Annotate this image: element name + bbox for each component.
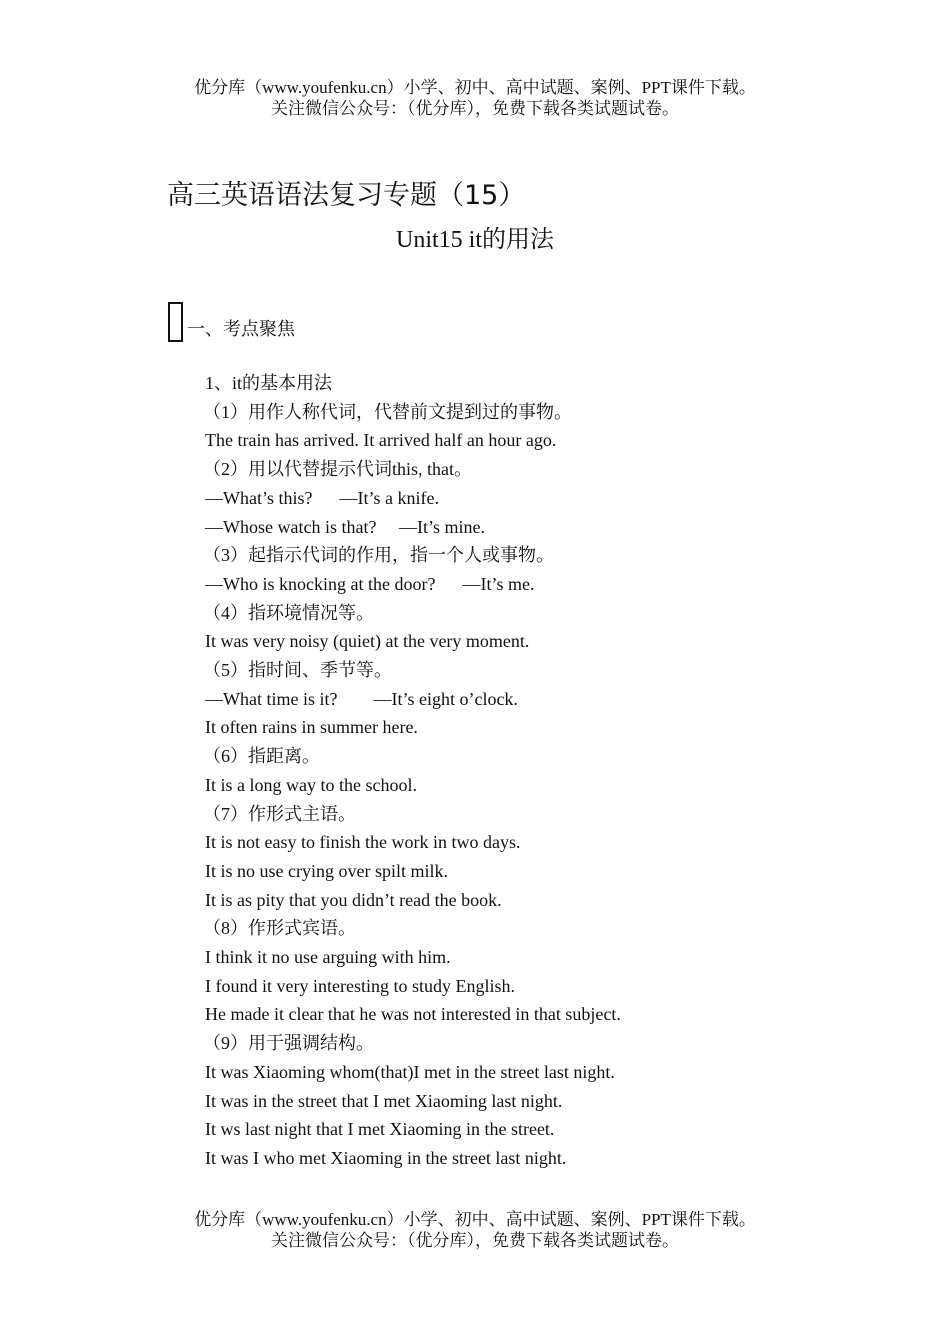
content-line: It is not easy to finish the work in two days. [205,832,521,853]
content-line: （3）起指示代词的作用，指一个人或事物。 [203,545,554,566]
header-line-1: 优分库（www.youfenku.cn）小学、初中、高中试题、案例、PPT课件下载。 [194,78,756,97]
content-body [205,369,905,1173]
content-line: The train has arrived. It arrived half an hour ago. [205,430,557,451]
content-line: It was I who met Xiaoming in the street last night. [205,1147,567,1168]
content-line: It was in the street that I met Xiaoming last night. [205,1090,563,1111]
content-line: It was very noisy (quiet) at the very moment. [205,631,530,652]
content-line: —Who is knocking at the door? —It’s me. [205,573,535,594]
content-line: —What’s this? —It’s a knife. [205,487,439,508]
content-line: It is as pity that you didn’t read the book. [205,889,502,910]
document-title: 高三英语语法复习专题（15） [167,180,526,211]
content-line: （2）用以代替提示代词this, that。 [203,459,472,480]
content-line: He made it clear that he was not interested in that subject. [205,1004,621,1025]
content-line: （4）指环境情况等。 [203,602,374,623]
footer-line-2: 关注微信公众号：（优分库），免费下载各类试题试卷。 [271,1231,679,1250]
page-header [0,77,950,119]
header-line-2: 关注微信公众号：（优分库），免费下载各类试题试卷。 [271,99,679,118]
content-line: It was Xiaoming whom(that)I met in the street last night. [205,1061,615,1082]
document-subtitle: Unit15 it的用法 [395,227,554,253]
content-line: —What time is it? —It’s eight o’clock. [205,688,518,709]
content-line: It often rains in summer here. [205,717,418,738]
content-line: 1、it的基本用法 [205,373,333,393]
section-marker-box [168,302,183,342]
footer-line-1: 优分库（www.youfenku.cn）小学、初中、高中试题、案例、PPT课件下载。 [194,1210,756,1229]
content-line: （1）用作人称代词，代替前文提到过的事物。 [203,401,572,422]
content-line: It is a long way to the school. [205,774,417,795]
content-line: I think it no use arguing with him. [205,947,451,968]
page-footer [0,1209,950,1251]
content-line: —Whose watch is that? —It’s mine. [205,516,485,537]
section-label: 一、考点聚焦 [187,319,295,339]
content-line: It is no use crying over spilt milk. [205,860,448,881]
content-line: （6）指距离。 [203,746,320,767]
content-line: I found it very interesting to study English. [205,975,515,996]
content-line: （5）指时间、季节等。 [203,660,392,681]
content-line: （8）作形式宾语。 [203,918,356,939]
content-line: （9）用于强调结构。 [203,1033,374,1054]
content-line: It ws last night that I met Xiaoming in the street. [205,1119,555,1140]
section-heading [168,296,295,342]
content-line: （7）作形式主语。 [203,803,356,824]
